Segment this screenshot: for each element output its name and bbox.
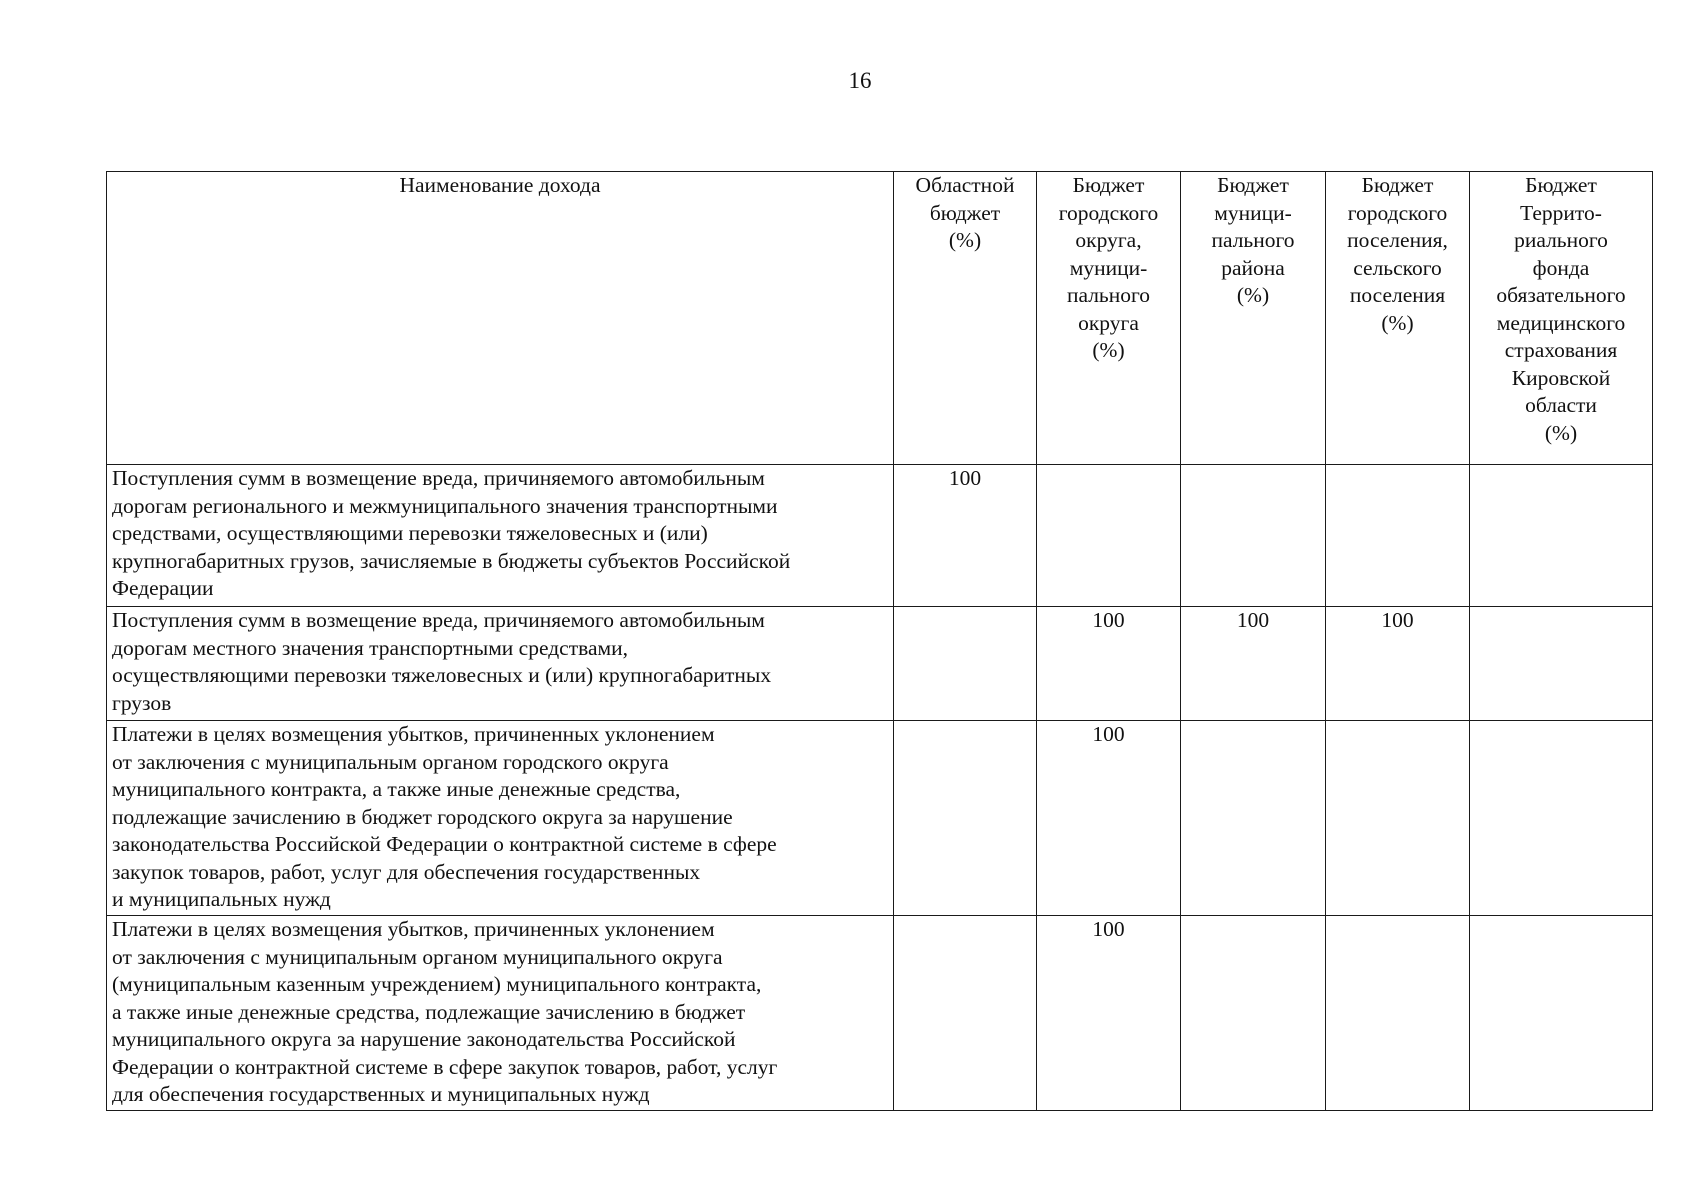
text-line: а также иные денежные средства, подлежащие зачислению в бюджет: [112, 999, 746, 1024]
text-line: сельского: [1353, 255, 1442, 280]
text-line: для обеспечения государственных и муниципальных нужд: [112, 1082, 650, 1106]
text-line: (%): [1381, 310, 1414, 335]
row-value-medical-fund: [1470, 916, 1653, 1111]
row-income-name: [107, 607, 894, 721]
text-line: страхования: [1504, 338, 1618, 362]
row-value-oblast: 100: [894, 465, 1037, 607]
row-value-city-district: 100: [1037, 607, 1181, 721]
row-value-settlement: 100: [1326, 607, 1470, 721]
text-line: подлежащие зачислению в бюджет городского округа за нарушение: [112, 804, 733, 829]
row-value-city-district: 100: [1037, 916, 1181, 1111]
text-line: муници-: [1069, 255, 1148, 280]
row-value-medical-fund: [1470, 607, 1653, 721]
text-line: дорогам местного значения транспортными средствами,: [112, 635, 629, 660]
text-line: (%): [1236, 283, 1270, 307]
text-line: городского: [1058, 200, 1159, 225]
text-line: Федерации о контрактной системе в сфере закупок товаров, работ, услуг: [112, 1054, 778, 1079]
text-line: Платежи в целях возмещения убытков, причиненных уклонением: [112, 917, 715, 941]
text-line: (%): [948, 228, 982, 252]
text-line: риального: [1514, 228, 1608, 252]
row-value-settlement: [1326, 465, 1470, 607]
row-value-medical-fund: [1470, 721, 1653, 916]
text-line: пального: [1066, 283, 1151, 307]
row-value-municipal-district: 100: [1181, 607, 1326, 721]
row-value-settlement: [1326, 916, 1470, 1111]
table-row: [107, 721, 1653, 916]
text-line: Террито-: [1520, 200, 1602, 225]
text-line: городского: [1347, 200, 1448, 225]
row-value-oblast: [894, 721, 1037, 916]
text-line: Областной: [915, 173, 1015, 197]
row-income-name: [107, 721, 894, 916]
header-income-name: [107, 172, 894, 465]
row-income-name: [107, 465, 894, 607]
header-city-district-budget: [1037, 172, 1181, 465]
text-line: Бюджет: [1217, 173, 1289, 197]
text-line: обязательного: [1496, 283, 1626, 307]
text-line: (%): [1092, 338, 1125, 362]
row-value-settlement: [1326, 721, 1470, 916]
text-line: района: [1221, 255, 1285, 280]
text-line: фонда: [1532, 255, 1590, 280]
table-row: [107, 916, 1653, 1111]
table-row: [107, 607, 1653, 721]
row-income-name: [107, 916, 894, 1111]
text-line: законодательства Российской Федерации о контрактной системе в сфере: [112, 832, 777, 856]
page-number: 16: [848, 68, 872, 93]
text-line: (муниципальным казенным учреждением) муниципального контракта,: [112, 972, 762, 996]
text-line: дорогам регионального и межмуниципального значения транспортными: [112, 493, 778, 518]
text-line: бюджет: [929, 200, 1001, 225]
text-line: Кировской: [1511, 365, 1611, 390]
text-line: муниципального округа за нарушение законодательства Российской: [112, 1027, 736, 1051]
text-line: пального: [1211, 228, 1295, 252]
income-distribution-table: [106, 171, 1653, 1111]
row-value-medical-fund: [1470, 465, 1653, 607]
table-row: [107, 465, 1653, 607]
text-line: крупногабаритных грузов, зачисляемые в бюджеты субъектов Российской: [112, 548, 791, 573]
header-medical-insurance-fund-budget: [1470, 172, 1653, 465]
text-line: муници-: [1214, 200, 1292, 225]
text-line: Наименование дохода: [399, 173, 601, 197]
text-line: (%): [1544, 420, 1578, 445]
text-line: и муниципальных нужд: [112, 887, 331, 911]
text-line: муниципального контракта, а также иные денежные средства,: [112, 777, 681, 801]
table-header-row: [107, 172, 1653, 465]
text-line: Федерации: [112, 576, 214, 600]
text-line: Поступления сумм в возмещение вреда, причиняемого автомобильным: [112, 466, 765, 490]
text-line: поселения,: [1347, 228, 1448, 252]
text-line: от заключения с муниципальным органом городского округа: [112, 749, 669, 774]
text-line: Бюджет: [1525, 173, 1597, 197]
row-value-municipal-district: [1181, 465, 1326, 607]
text-line: медицинского: [1496, 310, 1626, 335]
header-municipal-district-budget: [1181, 172, 1326, 465]
text-line: округа: [1078, 310, 1139, 335]
text-line: от заключения с муниципальным органом муниципального округа: [112, 944, 723, 969]
row-value-oblast: [894, 607, 1037, 721]
text-line: Бюджет: [1361, 173, 1434, 197]
row-value-city-district: [1037, 465, 1181, 607]
header-oblast-budget: [894, 172, 1037, 465]
text-line: поселения: [1349, 283, 1446, 307]
text-line: средствами, осуществляющими перевозки тяжеловесных и (или): [112, 521, 708, 545]
text-line: осуществляющими перевозки тяжеловесных и (или) крупногабаритных: [112, 663, 772, 687]
row-value-oblast: [894, 916, 1037, 1111]
text-line: закупок товаров, работ, услуг для обеспечения государственных: [112, 859, 701, 884]
text-line: области: [1525, 393, 1597, 417]
text-line: грузов: [112, 690, 172, 715]
text-line: Платежи в целях возмещения убытков, причиненных уклонением: [112, 722, 715, 746]
row-value-municipal-district: [1181, 721, 1326, 916]
row-value-city-district: 100: [1037, 721, 1181, 916]
text-line: Поступления сумм в возмещение вреда, причиняемого автомобильным: [112, 608, 765, 632]
text-line: Бюджет: [1072, 173, 1145, 197]
text-line: округа,: [1075, 228, 1142, 252]
header-settlement-budget: [1326, 172, 1470, 465]
row-value-municipal-district: [1181, 916, 1326, 1111]
